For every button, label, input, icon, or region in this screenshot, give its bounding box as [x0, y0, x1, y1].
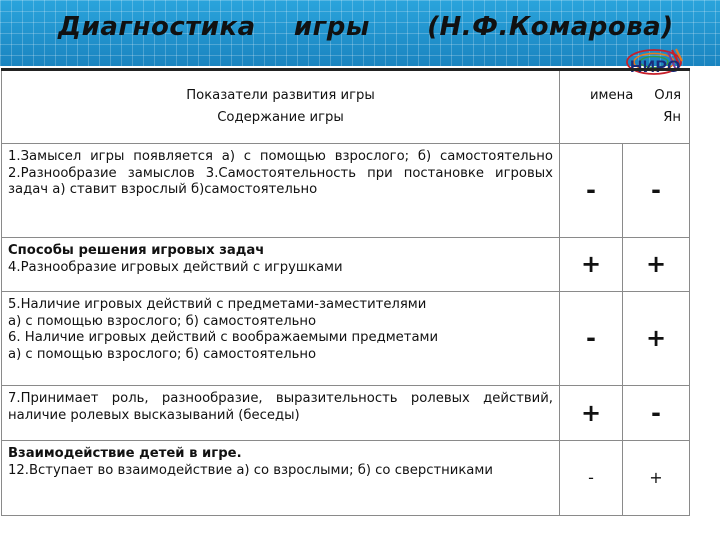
indicators-header: Показатели развития игры [186, 88, 375, 103]
row-5-heading: Взаимодействие детей в игре. [8, 446, 242, 461]
table-row [2, 441, 690, 516]
row-3-line-4: а) с помощью взрослого; б) самостоятельно [8, 346, 317, 362]
row-4-line-1: 7.Принимает роль, разнообразие, выразительность ролевых действий, наличие ролевых высказываний (беседы) [8, 391, 553, 423]
row-3-text [2, 292, 560, 386]
row-2-col3-mark: + [623, 238, 690, 292]
row-1-line-1: 1.Замысел игры появляется а) с помощью взрослого; б) самостоятельно 2.Разнообразие замыслов 3.Самостоятельность при постановке игровых задач а) ставит взрослый б)самостоятельно [8, 149, 553, 197]
table-row [2, 144, 690, 238]
indicators-header-cell [2, 70, 560, 144]
logo-text: НИРО [630, 57, 681, 76]
row-3-line-3: 6. Наличие игровых действий с воображаемыми предметами [8, 330, 439, 345]
row-5-col3-mark: + [623, 441, 690, 516]
row-2-text [2, 238, 560, 292]
table-row [2, 292, 690, 386]
row-5-line-2: 12.Вступает во взаимодействие а) со взрослыми; б) со сверстниками [8, 462, 493, 478]
table-row [2, 238, 690, 292]
table-header-row [2, 70, 690, 144]
row-1-text [2, 144, 560, 238]
row-4-col3-mark: - [623, 386, 690, 441]
row-2-col2-mark: + [560, 238, 623, 292]
row-5-col2-mark: - [560, 441, 623, 516]
row-3-line-2: а) с помощью взрослого; б) самостоятельно [8, 313, 317, 329]
names-header-line1: имена Оля [589, 88, 682, 103]
table-row [2, 386, 690, 441]
row-4-col2-mark: + [560, 386, 623, 441]
content-header: Содержание игры [217, 110, 344, 125]
slide-title: Диагностика игры (Н.Ф.Комарова) [58, 12, 674, 42]
row-1-col2-mark: - [560, 144, 623, 238]
diagnostics-table [1, 68, 690, 516]
names-header-cell [560, 70, 690, 144]
row-3-col3-mark: + [623, 292, 690, 386]
row-4-text [2, 386, 560, 441]
row-5-text [2, 441, 560, 516]
row-3-col2-mark: - [560, 292, 623, 386]
names-header-line2: Ян [663, 110, 682, 125]
row-1-col3-mark: - [623, 144, 690, 238]
row-2-heading: Способы решения игровых задач [8, 243, 265, 258]
row-3-line-1: 5.Наличие игровых действий с предметами-заместителями [8, 297, 427, 312]
row-2-line-2: 4.Разнообразие игровых действий с игрушками [8, 259, 343, 275]
